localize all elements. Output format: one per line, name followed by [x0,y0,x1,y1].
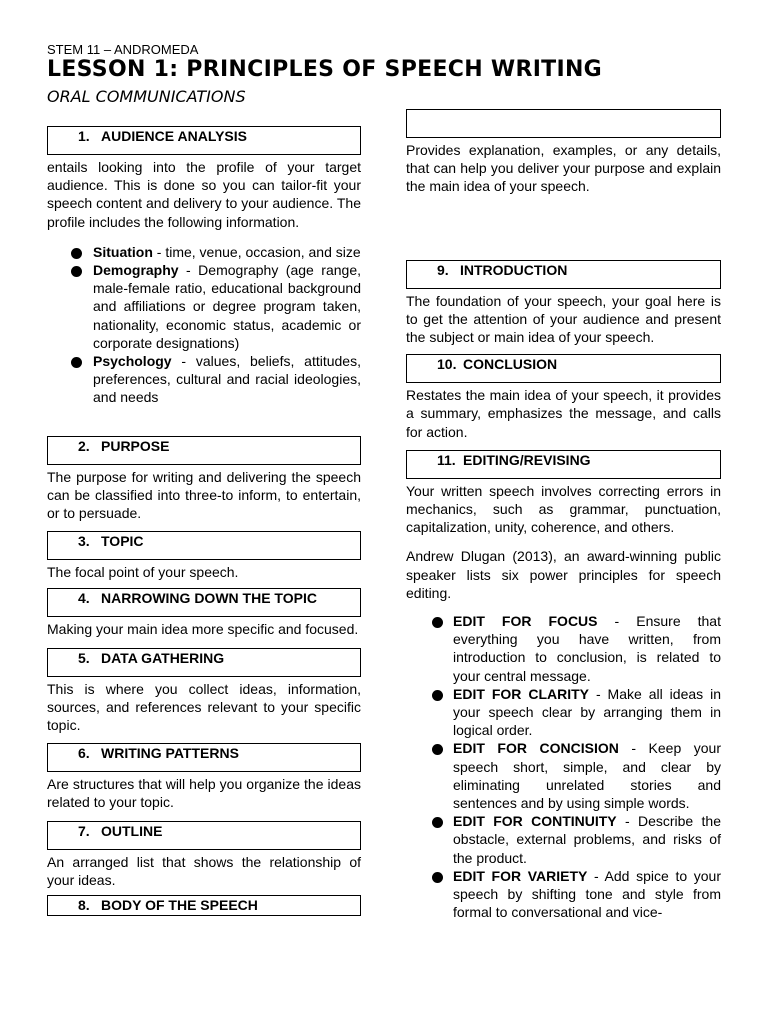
section-title: TOPIC [101,533,144,550]
section-heading: 7. OUTLINE [47,821,361,850]
page-header [47,42,727,107]
section-heading: 9. INTRODUCTION [406,260,721,289]
section-body: Your written speech involves correcting errors in mechanics, such as grammar, punctuation, capitalization, unity, coherence, and others. [406,482,721,536]
list-item: Demography - Demography (age range, male-female ratio, educational background and affiliations or degree program taken, nationality, economic status, academic or corporate designations) [47,261,361,352]
list-item: EDIT FOR CONTINUITY - Describe the obstacle, external problems, and risks of the product. [406,812,721,867]
left-column [47,126,361,916]
section-heading-empty [406,109,721,138]
section-title: OUTLINE [101,822,163,839]
section-heading: 8. BODY OF THE SPEECH [47,895,361,916]
section-heading: 1. AUDIENCE ANALYSIS [47,126,361,155]
section-heading: 2. PURPOSE [47,436,361,465]
section-narrowing-topic [47,588,361,638]
section-conclusion [406,354,721,441]
section-body-2: Andrew Dlugan (2013), an award-winning public speaker lists six power principles for speech editing. [406,548,721,601]
section-outline [47,821,361,889]
right-column [406,109,721,922]
section-body: The focal point of your speech. [47,564,239,581]
section-heading: 6. WRITING PATTERNS [47,743,361,772]
section-title: CONCLUSION [463,356,558,373]
section-heading: 10. CONCLUSION [406,354,721,383]
section-body: Provides explanation, examples, or any details, that can help you deliver your purpose and explain the main idea of your speech. [406,142,721,195]
section-title: DATA GATHERING [101,649,225,666]
section-body-of-speech [47,895,361,916]
list-item: Situation - time, venue, occasion, and size [47,243,361,261]
section-heading: 5. DATA GATHERING [47,648,361,677]
list-item: EDIT FOR VARIETY - Add spice to your speech by shifting tone and style from formal to conversational and vice- [406,867,721,922]
section-title: PURPOSE [101,437,170,454]
audience-profile-list [47,243,361,407]
section-body: Restates the main idea of your speech, it provides a summary, emphasizes the message, and calls for action. [406,387,721,440]
section-title: INTRODUCTION [460,261,568,278]
section-title: NARROWING DOWN THE TOPIC [101,590,317,607]
subject-title: ORAL COMMUNICATIONS [47,87,246,106]
section-body: Are structures that will help you organize the ideas related to your topic. [47,776,361,811]
list-item: Psychology - values, beliefs, attitudes, preferences, cultural and racial ideologies, and needs [47,352,361,407]
section-title: BODY OF THE SPEECH [101,897,258,914]
section-body: The purpose for writing and delivering the speech can be classified into three-to inform, to entertain, or to persuade. [47,468,361,522]
list-item: EDIT FOR CLARITY - Make all ideas in your speech clear by arranging them in logical order. [406,685,721,740]
section-heading: 4. NARROWING DOWN THE TOPIC [47,588,361,617]
section-body: The foundation of your speech, your goal here is to get the attention of your audience and present the subject or main idea of your speech. [406,292,721,346]
editing-principles-list [406,612,721,921]
section-body: entails looking into the profile of your target audience. This is done so you can tailor-fit your speech content and delivery to your audience. The profile includes the following information. [47,159,361,230]
section-heading: 11. EDITING/REVISING [406,450,721,479]
section-topic [47,531,361,581]
section-data-gathering [47,648,361,735]
section-body: An arranged list that shows the relationship of your ideas. [47,853,361,888]
school-label: STEM 11 – ANDROMEDA [47,42,199,57]
section-title: EDITING/REVISING [463,451,591,468]
section-body: Making your main idea more specific and focused. [47,621,359,638]
list-item: EDIT FOR FOCUS - Ensure that everything you have written, from introduction to conclusion, is related to your central message. [406,612,721,685]
section-writing-patterns [47,743,361,811]
section-body: This is where you collect ideas, information, sources, and references relevant to your specific topic. [47,680,361,734]
section-heading: 3. TOPIC [47,531,361,560]
section-audience-analysis [47,126,361,407]
section-title: WRITING PATTERNS [101,745,239,762]
section-title: AUDIENCE ANALYSIS [101,128,247,144]
section-body-of-speech-continued [406,109,721,196]
lesson-title: LESSON 1: PRINCIPLES OF SPEECH WRITING [47,57,603,82]
section-introduction [406,260,721,347]
list-item: EDIT FOR CONCISION - Keep your speech short, simple, and clear by eliminating unrelated stories and sentences and by using simple words. [406,739,721,812]
section-editing-revising [406,450,721,922]
section-purpose [47,436,361,523]
